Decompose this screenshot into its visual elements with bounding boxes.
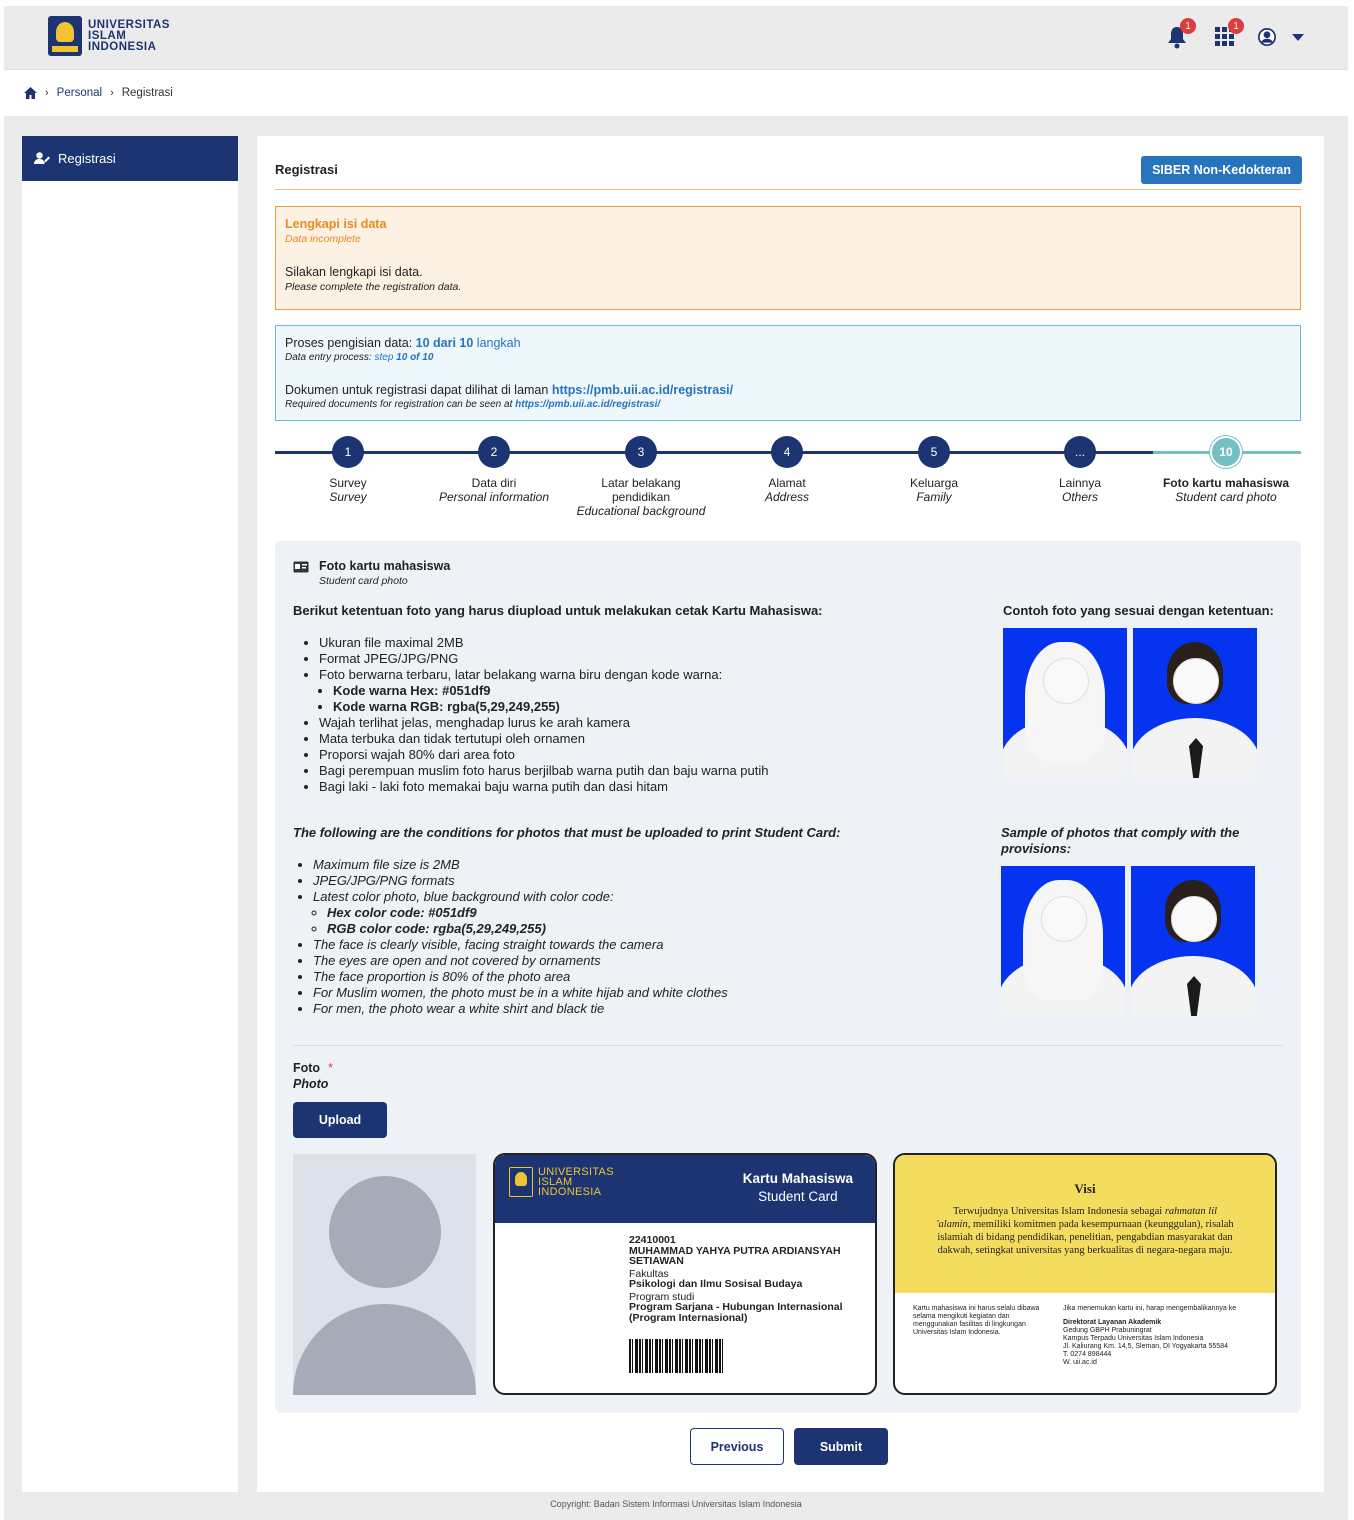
alert-text: Silakan lengkapi isi data.	[285, 265, 423, 279]
sample-title-en: Sample of photos that comply with the provisions:	[1001, 825, 1240, 856]
alert-text-en: Please complete the registration data.	[285, 281, 462, 293]
step-alamat[interactable]: 4 Alamat Address	[714, 436, 860, 505]
sample-photos-en	[1001, 825, 1291, 1016]
notifications-button[interactable]	[1162, 22, 1192, 52]
card-title: Kartu Mahasiswa Student Card	[742, 1171, 853, 1204]
vision-text: Terwujudnya Universitas Islam Indonesia sebagai rahmatan lil 'alamin, memiliki komitmen pada kesempurnaan (keunggulan), risalah islamiah di bidang pendidikan, penelitian, pengabdian masyarakat dan dakwah, setingkat universitas yang berkualitas di negara-negara maju.	[936, 1206, 1234, 1256]
documents-link[interactable]: https://pmb.uii.ac.id/registrasi/	[551, 383, 734, 397]
step-latar-belakang[interactable]: 3 Latar belakang pendidikan Educational background	[568, 436, 714, 519]
form-navigation	[690, 1428, 888, 1465]
apps-button[interactable]	[1210, 22, 1240, 52]
section-header	[293, 559, 450, 587]
main-header	[275, 150, 1302, 190]
alert-subtitle: Data incomplete	[285, 233, 361, 245]
sidebar-item-label: Registrasi	[58, 151, 116, 166]
sidebar-item-registrasi[interactable]	[22, 136, 238, 181]
photo-section-card	[275, 541, 1301, 1413]
card-university-logo: UNIVERSITAS ISLAM INDONESIA	[509, 1167, 614, 1197]
apps-count-badge: 1	[1228, 18, 1244, 34]
sample-photo-female	[1003, 628, 1127, 778]
user-menu-button[interactable]	[1258, 22, 1304, 52]
section-title: Foto kartu mahasiswa	[319, 559, 451, 573]
card-front-header	[495, 1155, 875, 1223]
documents-link-en[interactable]: https://pmb.uii.ac.id/registrasi/	[515, 399, 661, 410]
registration-stepper	[275, 436, 1301, 526]
alert-title: Lengkapi isi data	[285, 217, 387, 231]
university-emblem-icon	[509, 1167, 533, 1197]
barcode	[629, 1339, 725, 1373]
home-icon[interactable]	[24, 87, 37, 99]
process-info-alert	[275, 325, 1301, 421]
photo-preview-placeholder	[293, 1154, 476, 1395]
step-keluarga[interactable]: 5 Keluarga Family	[861, 436, 1007, 505]
process-status: Proses pengisian data: 10 dari 10 langkah	[285, 336, 521, 350]
photo-field-label-en: Photo	[293, 1077, 329, 1091]
sample-photos	[1003, 603, 1293, 778]
required-marker: *	[328, 1061, 333, 1075]
notification-count-badge: 1	[1180, 18, 1196, 34]
incomplete-data-alert	[275, 206, 1301, 310]
rules-list-en: • Maximum file size is 2MB • JPEG/JPG/PNG formats • Latest color photo, blue background with color code: ◦ Hex color code: #051df9 ◦ RGB color code: rgba(5,29,249,255) • The face is clearly visible, facing straight towards the camera • The eyes are open and not covered by ornaments • The face proportion is 80% of the photo area • For Muslim women, the photo must be in a white hijab and white clothes • For men, the photo wear a white shirt and black tie	[313, 857, 853, 1017]
user-circle-icon	[1258, 21, 1276, 53]
photo-field-label: Foto * Photo	[293, 1061, 333, 1091]
top-actions	[1162, 22, 1304, 52]
sample-photo-male	[1131, 866, 1255, 1016]
rules-list: • Ukuran file maximal 2MB • Format JPEG/JPG/PNG • Foto berwarna terbaru, latar belakang warna biru dengan kode warna: • Kode warna Hex: #051df9 • Kode warna RGB: rgba(5,29,249,255) • Wajah terlihat jelas, menghadap lurus ke arah kamera • Mata terbuka dan tidak tertutupi oleh ornamen • Proporsi wajah 80% dari area foto • Bagi perempuan muslim foto harus berjilbab warna putih dan baju warna putih • Bagi laki - laki foto memakai baju warna putih dan dasi hitam	[319, 635, 853, 795]
breadcrumb-item-registrasi: Registrasi	[121, 87, 173, 99]
process-status-en: Data entry process: step 10 of 10	[285, 352, 434, 363]
breadcrumb-item-personal[interactable]: Personal	[56, 87, 103, 99]
student-program: Program Sarjana - Hubungan Internasional (Program Internasional)	[629, 1301, 843, 1324]
student-card-front-preview	[493, 1153, 877, 1395]
logo-text: UNIVERSITAS ISLAM INDONESIA	[88, 18, 170, 53]
step-foto-kartu-mahasiswa[interactable]: 10 Foto kartu mahasiswa Student card photo	[1153, 436, 1299, 505]
breadcrumb	[4, 70, 1348, 116]
documents-info-en: Required documents for registration can be seen at https://pmb.uii.ac.id/registrasi/	[285, 399, 661, 410]
section-subtitle: Student card photo	[319, 575, 408, 587]
step-data-diri[interactable]: 2 Data diri Personal information	[421, 436, 567, 505]
app-root	[4, 6, 1348, 1520]
university-logo[interactable]	[48, 16, 170, 56]
upload-button[interactable]: Upload	[293, 1102, 387, 1138]
breadcrumb-separator-icon: ›	[45, 87, 49, 99]
step-lainnya[interactable]: ... Lainnya Others	[1007, 436, 1153, 505]
footer-copyright: Copyright: Badan Sistem Informasi Universitas Islam Indonesia	[550, 1499, 802, 1509]
photo-rules-en	[293, 825, 853, 1017]
card-student-info: 22410001 MUHAMMAD YAHYA PUTRA ARDIANSYAH SETIAWAN Fakultas Psikologi dan Ilmu Sosisal Budaya Program studi Program Sarjana - Hubungan Internasional (Program Internasional)	[629, 1234, 843, 1324]
university-emblem-icon	[48, 16, 82, 56]
main-panel	[257, 136, 1324, 1492]
submit-button[interactable]: Submit	[794, 1428, 888, 1465]
student-name: MUHAMMAD YAHYA PUTRA ARDIANSYAH SETIAWAN	[629, 1244, 841, 1267]
sample-photo-row	[1003, 628, 1293, 778]
documents-info: Dokumen untuk registrasi dapat dilihat di laman https://pmb.uii.ac.id/registrasi/	[285, 383, 734, 397]
sample-photo-row-en	[1001, 866, 1291, 1016]
rules-title: Berikut ketentuan foto yang harus diupload untuk melakukan cetak Kartu Mahasiswa:	[293, 603, 823, 618]
photo-rules-id	[293, 603, 853, 795]
page-title: Registrasi	[275, 162, 338, 177]
previous-button[interactable]: Previous	[690, 1428, 784, 1465]
sample-title: Contoh foto yang sesuai dengan ketentuan:	[1003, 603, 1274, 618]
step-survey[interactable]: 1 Survey Survey	[275, 436, 421, 505]
sample-photo-female	[1001, 866, 1125, 1016]
user-edit-icon	[34, 152, 50, 165]
id-card-icon	[293, 561, 309, 573]
card-vision-section: Visi Terwujudnya Universitas Islam Indonesia sebagai rahmatan lil 'alamin, memiliki komitmen pada kesempurnaan (keunggulan), risalah islamiah di bidang pendidikan, penelitian, pengabdian masyarakat dan dakwah, setingkat universitas yang berkualitas di negara-negara maju.	[895, 1155, 1275, 1293]
student-faculty: Psikologi dan Ilmu Sosisal Budaya	[629, 1278, 803, 1290]
rules-title-en: The following are the conditions for photos that must be uploaded to print Student Card:	[293, 825, 841, 840]
siber-non-kedokteran-button[interactable]: SIBER Non-Kedokteran	[1141, 156, 1302, 184]
top-bar	[4, 6, 1348, 70]
breadcrumb-separator-icon: ›	[110, 87, 114, 99]
student-card-back-preview	[893, 1153, 1277, 1395]
card-back-notes: Kartu mahasiswa ini harus selalu dibawa selama mengikuti kegiatan dan menggunakan fasilitas di lingkungan Universitas Islam Indonesia. Jika menemukan kartu ini, harap mengembalikannya ke Direktorat Layanan Akademik Gedung GBPH Prabuningrat Kampus Terpadu Universitas Islam Indonesia Jl. Kaliurang Km. 14,5, Sleman, DI Yogyakarta 55584 T. 0274 898444 W. uii.ac.id	[913, 1305, 1237, 1366]
section-divider	[293, 1045, 1283, 1046]
sample-photo-male	[1133, 628, 1257, 778]
chevron-down-icon	[1292, 34, 1304, 41]
sidebar	[22, 136, 238, 1492]
student-nim: 22410001	[629, 1234, 676, 1246]
